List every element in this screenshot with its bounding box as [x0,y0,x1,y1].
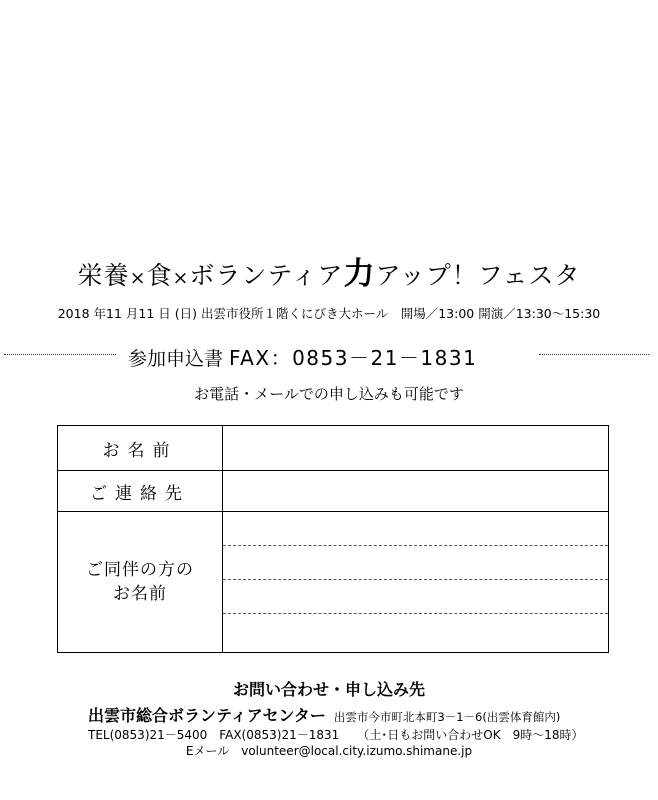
tel-fax: TEL(0853)21－5400 FAX(0853)21－1831 [88,728,340,742]
form-row-name [58,426,609,471]
title-times-1: × [129,267,147,289]
title-part-1: 栄養 [77,261,130,290]
companion-label [58,512,223,653]
email-line: Eメール volunteer@local.city.izumo.shimane.jp [185,744,473,758]
org-address: 出雲市今市町北本町3－1－6(出雲体育館内) [333,710,561,724]
title-emphasis: 力 [343,256,376,292]
title-part-2: 食 [146,261,173,290]
form-row-contact [58,471,609,512]
contact-label: ご連絡先 [58,471,223,512]
title-part-3: ボランティア [189,261,344,290]
companion-field-4[interactable] [223,614,608,648]
name-field[interactable] [223,426,609,471]
organization [88,703,560,726]
form-row-companions [58,512,609,653]
application-form [57,425,609,653]
companion-fields [223,512,609,653]
dotted-rule-right [539,354,649,355]
title-times-2: × [172,267,190,289]
fax-header-text [128,342,477,371]
name-label: お名前 [58,426,223,471]
fax-number: FAX：0853－21－1831 [229,346,478,370]
tel-note: お電話・メールでの申し込みも可能です [194,385,464,403]
event-details: 2018 年11 月11 日 (日) 出雲市役所１階くにびき大ホール 開場／13:00 開演／13:30〜15:30 [57,306,601,321]
contact-field[interactable] [223,471,609,512]
companion-field-2[interactable] [223,546,608,580]
contact-heading: お問い合わせ・申し込み先 [232,680,425,699]
office-hours: （土･日もお問い合わせOK 9時〜18時） [357,728,584,742]
event-title [0,248,658,293]
companion-field-3[interactable] [223,580,608,614]
application-label: 参加申込書 [128,348,224,370]
fax-header [0,342,658,370]
companion-field-1[interactable] [223,512,608,546]
companion-label-line-1: ご同伴の方の [86,560,194,580]
title-part-4: アップ！フェスタ [375,261,581,290]
tel-fax-line [88,726,584,743]
org-name: 出雲市総合ボランティアセンター [88,706,326,725]
companion-label-line-2: お名前 [113,584,167,604]
dotted-rule-left [4,354,116,355]
